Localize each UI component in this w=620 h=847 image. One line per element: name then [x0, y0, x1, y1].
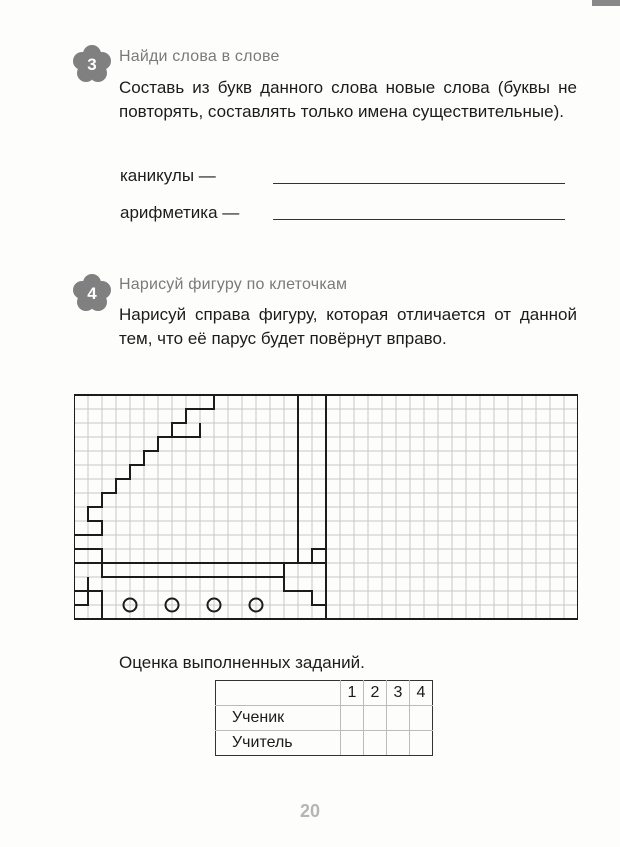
table-corner-cell	[216, 681, 341, 706]
score-cell[interactable]	[341, 731, 364, 756]
score-cell[interactable]	[410, 706, 433, 731]
answer-line-2[interactable]	[273, 219, 565, 220]
column-header: 3	[387, 681, 410, 706]
table-row	[216, 731, 433, 756]
task-3-title: Найди слова в слове	[119, 48, 280, 65]
task-4-instruction: Нарисуй справа фигуру, которая отличается от данной тем, что её парус будет повёрнут вправо.	[119, 305, 577, 348]
task-4-number: 4	[87, 284, 97, 303]
word-kanikuly: каникулы —	[120, 166, 216, 185]
score-cell[interactable]	[364, 706, 387, 731]
task-4-badge	[72, 273, 112, 313]
evaluation-table	[215, 680, 433, 756]
column-header: 1	[341, 681, 364, 706]
word-arifmetika: арифметика —	[120, 203, 240, 222]
score-cell[interactable]	[387, 731, 410, 756]
page-edge-mark	[592, 0, 620, 6]
flower-icon	[72, 273, 112, 313]
table-header-row	[216, 681, 433, 706]
row-label-student: Ученик	[216, 706, 341, 731]
table-row	[216, 706, 433, 731]
row-label-teacher: Учитель	[216, 731, 341, 756]
task-4-title: Нарисуй фигуру по клеточкам	[119, 276, 348, 293]
drawing-grid[interactable]	[74, 388, 578, 626]
task-3-number: 3	[87, 55, 97, 74]
task-3-badge	[72, 44, 112, 84]
answer-line-1[interactable]	[273, 183, 565, 184]
score-cell[interactable]	[410, 731, 433, 756]
page-number: 20	[299, 801, 321, 821]
evaluation-title: Оценка выполненных заданий.	[119, 653, 365, 672]
score-cell[interactable]	[387, 706, 410, 731]
boat-bow-step	[312, 549, 326, 563]
flower-icon	[72, 44, 112, 84]
column-header: 4	[410, 681, 433, 706]
column-header: 2	[364, 681, 387, 706]
score-cell[interactable]	[364, 731, 387, 756]
score-cell[interactable]	[341, 706, 364, 731]
task-3-instruction: Составь из букв данного слова новые слова (буквы не повторять, составлять только имена существительные).	[119, 78, 577, 121]
